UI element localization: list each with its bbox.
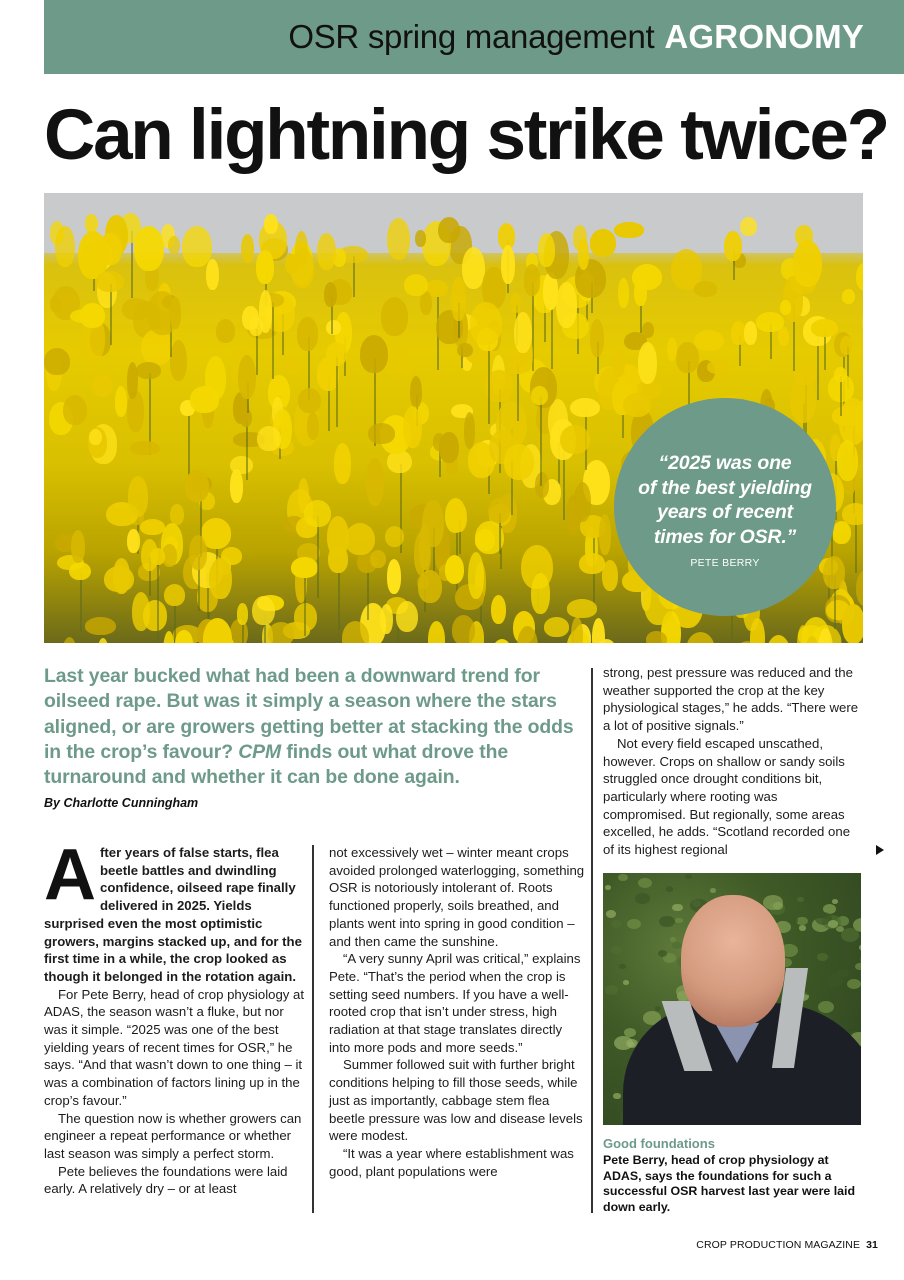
lead-paragraph — [44, 835, 306, 986]
byline: By Charlotte Cunningham — [44, 796, 199, 810]
body-column-2 — [329, 844, 585, 1180]
pull-quote-line: of the best yielding — [638, 476, 812, 499]
pull-quote-attribution: PETE BERRY — [690, 557, 760, 569]
drop-cap: A — [44, 835, 96, 915]
body-paragraph: Not every field escaped unscathed, however. Crops on shallow or sandy soils struggled once drought conditions bit, particularly where rooting was compromised. But regionally, some areas excelled, he adds. “Scotland recorded one of its highest regional — [603, 735, 851, 858]
standfirst-text: finds out what drove the turnaround and whether it can be done again. — [44, 740, 509, 789]
body-paragraph: Pete believes the foundations were laid early. A relatively dry – or at least — [44, 1163, 288, 1197]
lead-text: fter years of false starts, flea beetle battles and dwindling confidence, oilseed rape finally delivered in 2025. Yields surprised even the most optimistic growers, margins stacked up, and for the first time in a while, the crop looked as though it belonged in the rotation again. — [44, 845, 302, 984]
body-paragraph: not excessively wet – winter meant crops avoided prolonged waterlogging, something OSR is notoriously intolerant of. Roots functioned properly, soils breathed, and plants went into spring in good condition – and then came the sunshine. — [329, 845, 585, 949]
caption-title: Good foundations — [603, 1136, 715, 1151]
standfirst — [44, 664, 584, 790]
continue-arrow-icon — [876, 845, 884, 855]
standfirst-text: Last year bucked what had been a downward trend for oilseed rape. But was it simply a season where the stars aligned, or are growers getting better at stacking the odds in the crop’s favour? — [44, 665, 574, 763]
pull-quote-text — [638, 451, 812, 549]
section-tag: AGRONOMY — [664, 18, 864, 55]
body-paragraph: The question now is whether growers can engineer a repeat performance or whether last season was simply a perfect storm. — [44, 1110, 302, 1161]
body-paragraph: strong, pest pressure was reduced and the weather supported the crop at the key physiological stages,” he adds. “There were a lot of positive signals.” — [603, 665, 859, 734]
pull-quote-line: times for OSR.” — [653, 525, 797, 548]
section-banner — [44, 0, 904, 74]
headline: Can lightning strike twice? — [44, 96, 888, 175]
page-footer — [696, 1239, 878, 1251]
body-paragraph: Summer followed suit with further bright conditions helping to fill those seeds, while just as importantly, cabbage stem flea beetle pressure was low and disease levels were modest. — [329, 1057, 583, 1144]
page-number: 31 — [866, 1239, 878, 1251]
body-paragraph: “It was a year where establishment was good, plant populations were — [329, 1145, 574, 1179]
standfirst-publication: CPM — [238, 740, 282, 763]
portrait-photo — [603, 873, 861, 1125]
pull-quote-line: years of recent — [657, 501, 793, 523]
caption-body: Pete Berry, head of crop physiology at ADAS, says the foundations for such a successful OSR harvest last year were laid down early. — [603, 1153, 856, 1214]
pull-quote — [614, 398, 836, 616]
body-column-1 — [44, 835, 306, 1198]
section-title: OSR spring management — [288, 18, 655, 55]
column-divider — [591, 668, 593, 1213]
photo-face — [681, 895, 785, 1027]
pull-quote-line: “2025 was one — [658, 452, 792, 474]
body-column-3 — [603, 664, 861, 859]
publication-name: CROP PRODUCTION MAGAZINE — [696, 1239, 861, 1251]
body-paragraph: For Pete Berry, head of crop physiology at ADAS, the season wasn’t a fluke, but nor was it simple. “2025 was one of the best yielding years of recent times for OSR,” he says. “And that wasn’t down to one thing – it was a combination of factors lining up in the crop’s favour.” — [44, 986, 305, 1108]
column-divider — [312, 845, 314, 1213]
body-paragraph: “A very sunny April was critical,” explains Pete. “That’s the period when the crop is setting seed numbers. If you have a well-rooted crop that isn’t under stress, high radiation at that stage translates directly into more pods and more seeds.” — [329, 951, 581, 1055]
